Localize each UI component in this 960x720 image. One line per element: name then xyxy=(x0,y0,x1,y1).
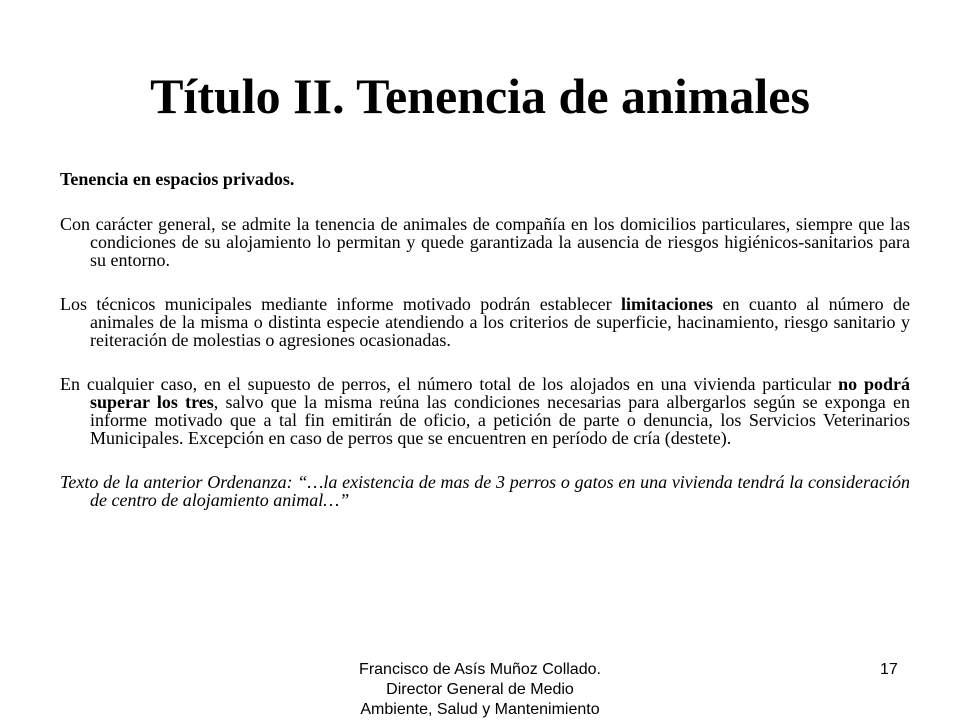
paragraph-limitations-text-1: Los técnicos municipales mediante informe motivado podrán establecer xyxy=(60,294,622,314)
section-heading: Tenencia en espacios privados. xyxy=(60,169,295,189)
paragraph-dogs-text-2: , salvo que la misma reúna las condiciones necesarias para albergarlos según se exponga en informe motivado que a tal fin emitirán de oficio, a petición de parte o denuncia, los Servicios Veterinarios Municipales. Excepción en caso de perros que se encuentren en período de cría (destete). xyxy=(90,392,910,448)
slide-title: Título II. Tenencia de animales xyxy=(150,68,810,124)
slide-content xyxy=(60,170,910,509)
footer-line-1: Francisco de Asís Muñoz Collado. xyxy=(359,661,601,678)
limit-three-bold: no podrá superar los tres xyxy=(90,374,910,412)
paragraph-limitations xyxy=(60,295,910,349)
footer-line-3: Ambiente, Salud y Mantenimiento xyxy=(360,701,600,718)
previous-ordinance-quote: Texto de la anterior Ordenanza: “…la existencia de mas de 3 perros o gatos en una vivienda tendrá la consideración de centro de alojamiento animal…” xyxy=(60,472,910,510)
paragraph-dogs xyxy=(60,375,910,447)
paragraph-general: Con carácter general, se admite la tenencia de animales de compañía en los domicilios particulares, siempre que las condiciones de su alojamiento lo permitan y quede garantizada la ausencia de riesgos higiénicos-sanitarios para su entorno. xyxy=(60,214,910,270)
footer-line-2: Director General de Medio xyxy=(386,681,574,698)
page-number: 17 xyxy=(880,661,898,678)
paragraph-dogs-text-1: En cualquier caso, en el supuesto de perros, el número total de los alojados en una vivienda particular xyxy=(60,374,839,394)
limitaciones-bold: limitaciones xyxy=(621,294,714,314)
paragraph-limitations-text-2: en cuanto al número de animales de la misma o distinta especie atendiendo a los criterios de superficie, hacinamiento, riesgo sanitario y reiteración de molestias o agresiones ocasionadas. xyxy=(90,294,910,350)
footer-author xyxy=(330,660,630,720)
